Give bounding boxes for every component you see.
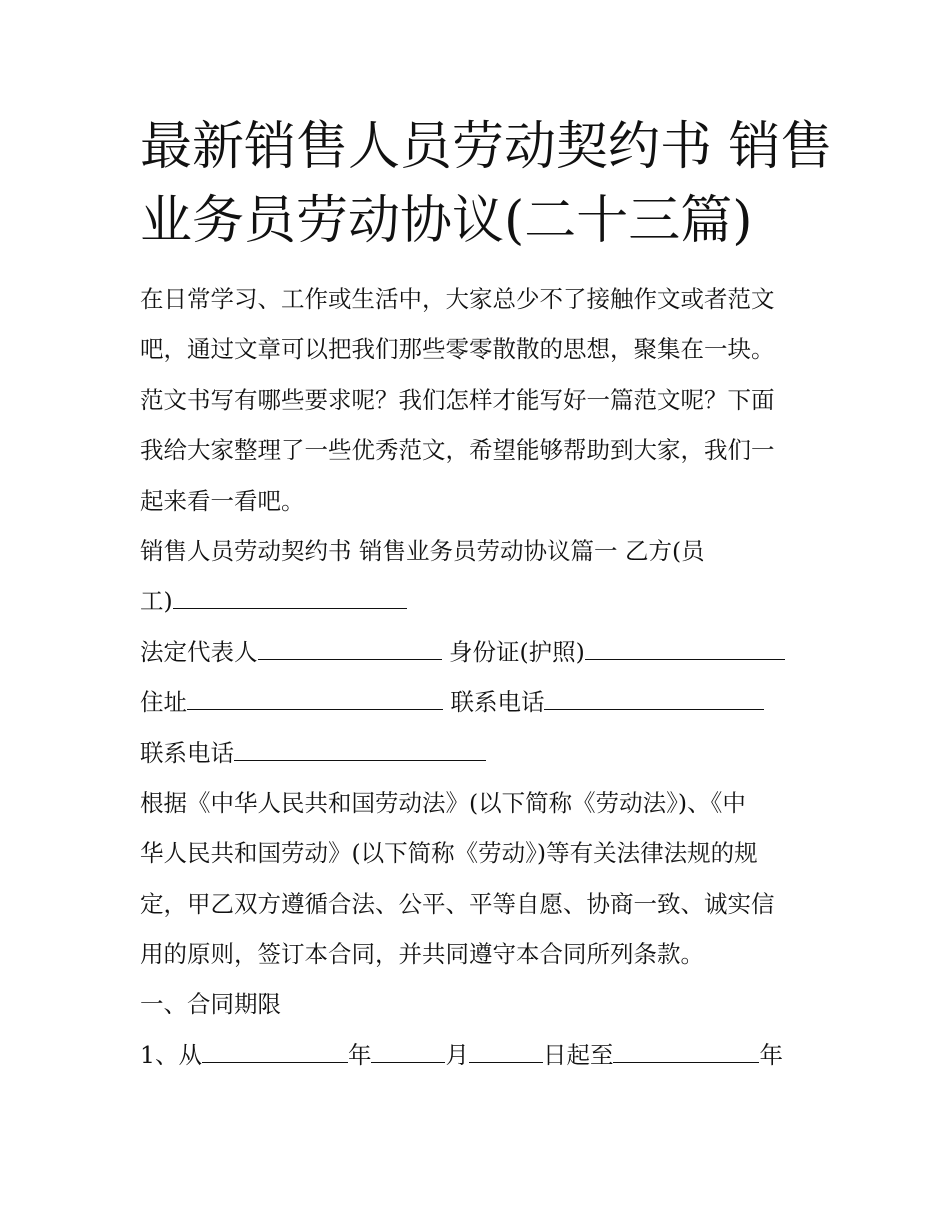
start-day-blank: [469, 1035, 543, 1063]
employee-blank: [173, 581, 407, 609]
term-month-label: 月: [445, 1040, 469, 1069]
id-blank: [585, 632, 785, 660]
term-day-label: 日起至: [542, 1040, 614, 1069]
term-prefix: 1、从: [140, 1040, 202, 1069]
law-line: 华人民共和国劳动》(以下简称《劳动》)等有关法律法规的规: [140, 839, 758, 868]
term-year-label: 年: [347, 1040, 372, 1069]
intro-line: 起来看一看吧。: [140, 486, 305, 515]
document-body: [140, 274, 830, 1080]
address-blank: [187, 682, 443, 710]
employee-label: 工): [140, 587, 173, 616]
employee-field-row: [140, 576, 830, 626]
id-label: 身份证(护照): [448, 637, 585, 666]
phone-row: [140, 728, 830, 778]
law-line: 根据《中华人民共和国劳动法》(以下简称《劳动法》)、《中: [140, 788, 746, 817]
end-year-blank: [613, 1035, 759, 1063]
intro-line: 在日常学习、工作或生活中，大家总少不了接触作文或者范文: [140, 285, 775, 313]
term-year-end-label: 年: [759, 1040, 783, 1069]
legal-rep-label: 法定代表人: [140, 637, 258, 666]
intro-line: 吧，通过文章可以把我们那些零零散散的思想，聚集在一块。: [140, 335, 775, 364]
phone-blank: [234, 733, 486, 761]
section-heading: 销售人员劳动契约书 销售业务员劳动协议篇一 乙方(员: [140, 536, 705, 565]
law-line: 用的原则，签订本合同，并共同遵守本合同所列条款。: [140, 940, 704, 969]
phone-label: 联系电话: [450, 688, 545, 717]
legal-rep-row: [140, 627, 830, 677]
legal-rep-blank: [258, 632, 442, 660]
start-year-blank: [202, 1035, 348, 1063]
law-line: 定，甲乙双方遵循合法、公平、平等自愿、协商一致、诚实信: [140, 889, 775, 918]
address-row: [140, 677, 830, 727]
intro-line: 我给大家整理了一些优秀范文，希望能够帮助到大家，我们一: [140, 436, 775, 465]
phone-label: 联系电话: [140, 738, 234, 767]
term-heading: 一、合同期限: [140, 990, 281, 1019]
title-line: 最新销售人员劳动契约书 销售: [140, 117, 833, 177]
document-title: [140, 110, 833, 258]
intro-line: 范文书写有哪些要求呢？我们怎样才能写好一篇范文呢？下面: [140, 385, 775, 414]
start-month-blank: [371, 1035, 445, 1063]
term-line: [140, 1030, 830, 1080]
phone-blank: [544, 682, 764, 710]
address-label: 住址: [140, 688, 187, 717]
title-line: 业务员劳动协议(二十三篇): [140, 191, 753, 251]
